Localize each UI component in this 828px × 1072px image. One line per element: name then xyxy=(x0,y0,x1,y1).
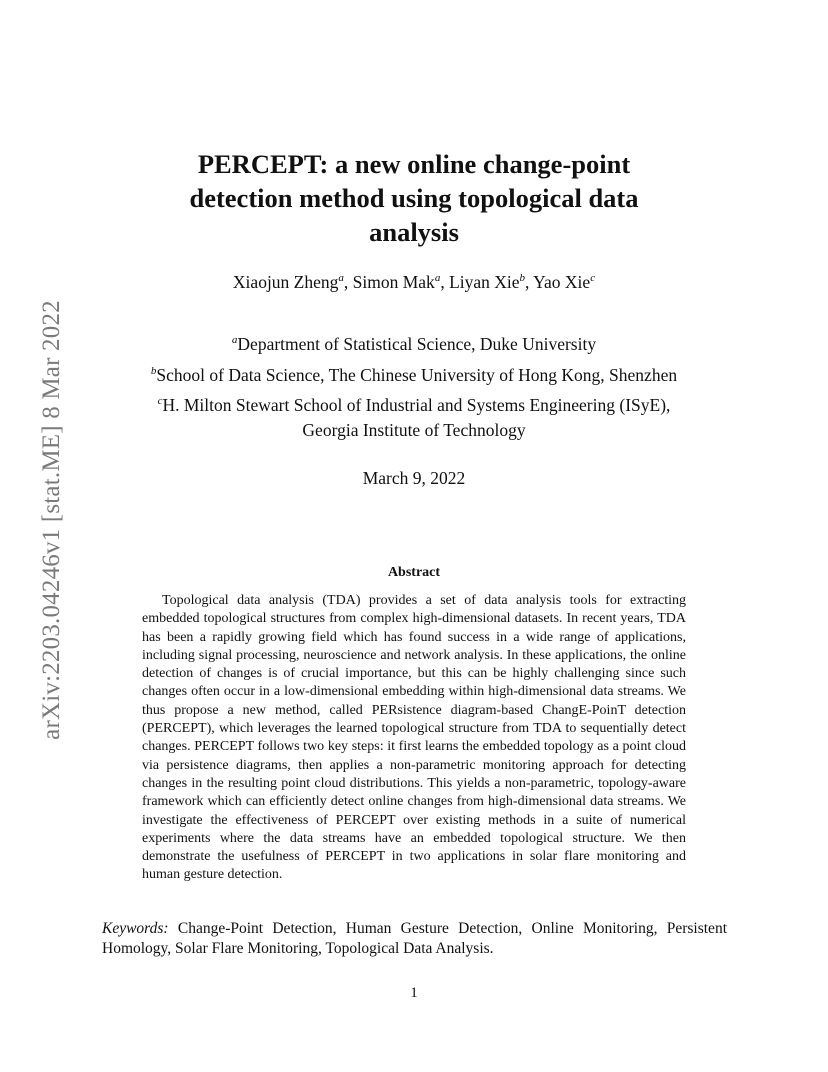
affiliation-c-line-2: Georgia Institute of Technology xyxy=(302,419,526,440)
keywords-label: Keywords: xyxy=(102,920,169,937)
keywords xyxy=(102,919,727,959)
title-line-3: analysis xyxy=(369,217,459,247)
title-line-1: PERCEPT: a new online change-point xyxy=(197,149,631,179)
arxiv-identifier: arXiv:2203.04246v1 [stat.ME] 8 Mar 2022 xyxy=(38,300,65,740)
author: Xiaojun Zheng$^a$ xyxy=(232,272,344,292)
abstract-heading: Abstract xyxy=(387,565,441,580)
affiliation-b: $^b$School of Data Science, The Chinese University of Hong Kong, Shenzhen xyxy=(150,364,678,385)
author: Liyan Xie$^b$ xyxy=(449,272,526,292)
keywords-text: Change-Point Detection, Human Gesture Detection, Online Monitoring, Persistent Homology, Solar Flare Monitoring, Topological Data Analysis. xyxy=(102,920,727,957)
publication-date: March 9, 2022 xyxy=(362,468,466,488)
author-list: Xiaojun Zheng$^a$, Simon Mak$^a$, Liyan Xie$^b$, Yao Xie$^c$ xyxy=(232,272,596,292)
abstract-body: Topological data analysis (TDA) provides a set of data analysis tools for extracting embedded topological structures from complex high-dimensional datasets. In recent years, TDA has been a rapidly growing field which has found success in a wide range of applications, including signal processing, neuroscience and network analysis. In these applications, the online detection of changes is of crucial importance, but this can be highly challenging since such changes often occur in a low-dimensional embedding within high-dimensional data streams. We thus propose a new method, called PERsistence diagram-based ChangE-PoinT detection (PERCEPT), which leverages the learned topological structure from TDA to sequentially detect changes. PERCEPT follows two key steps: it first learns the embedded topology as a point cloud via persistence diagrams, then applies a non-parametric monitoring approach for detecting changes in the resulting point cloud distributions. This yields a non-parametric, topology-aware framework which can efficiently detect online changes from high-dimensional data streams. We investigate the effectiveness of PERCEPT over existing methods in a suite of numerical experiments where the data streams have an embedded topological structure. We then demonstrate the usefulness of PERCEPT in two applications in solar flare monitoring and human gesture detection. xyxy=(142,593,686,883)
affiliation-c: $^c$H. Milton Stewart School of Industrial and Systems Engineering (ISyE), xyxy=(157,395,671,415)
paper-title xyxy=(0,147,828,249)
affiliation-a: $^a$Department of Statistical Science, Duke University xyxy=(231,334,597,354)
author: Simon Mak$^a$ xyxy=(352,272,441,292)
affiliation-list xyxy=(100,332,728,442)
author: Yao Xie$^c$ xyxy=(533,272,596,292)
title-line-2: detection method using topological data xyxy=(189,183,639,213)
page-number: 1 xyxy=(410,985,418,1001)
